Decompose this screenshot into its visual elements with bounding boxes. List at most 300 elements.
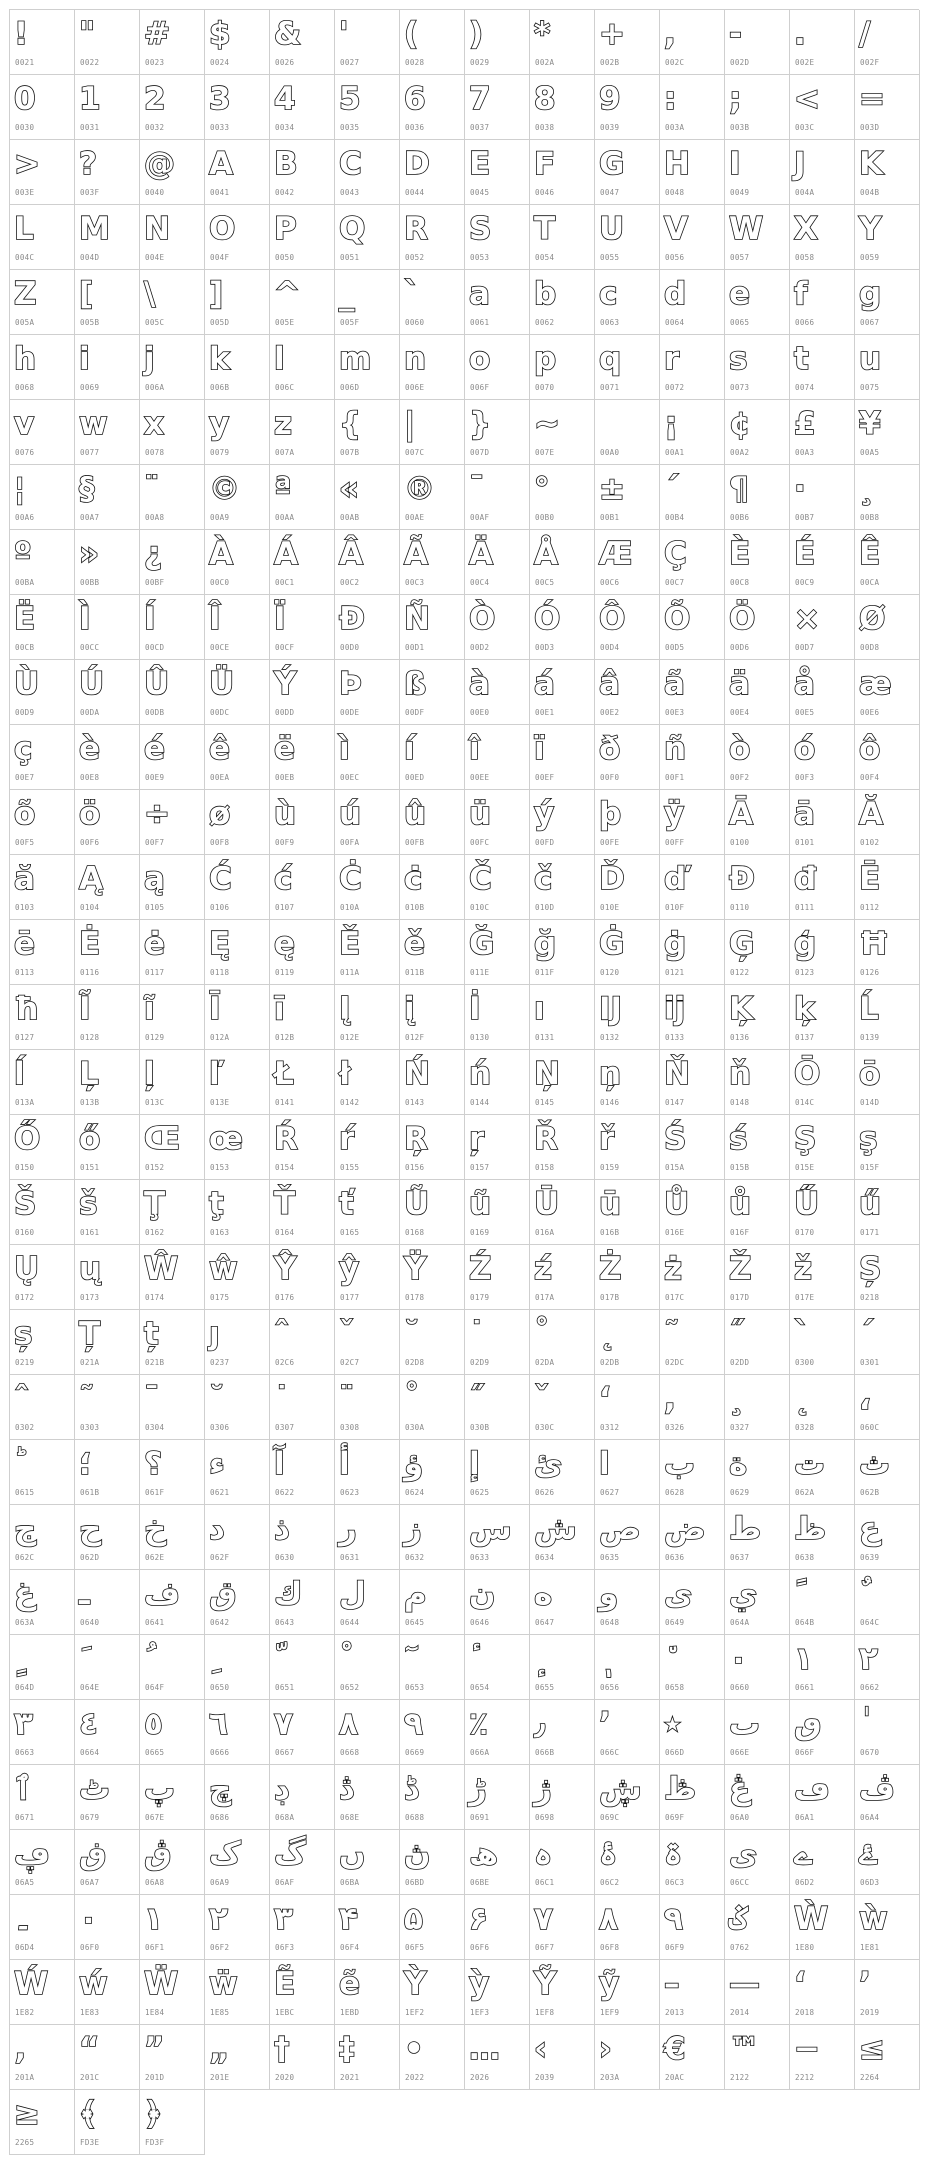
glyph-codepoint: 067E — [145, 1813, 165, 1822]
glyph-codepoint: 004C — [15, 253, 35, 262]
glyph-cell — [205, 1700, 270, 1765]
glyph-codepoint: 061B — [80, 1488, 100, 1497]
glyph-cell — [530, 1180, 595, 1245]
glyph-sample: Ď — [599, 861, 625, 897]
glyph-codepoint: 0150 — [15, 1163, 35, 1172]
glyph-cell — [660, 335, 725, 400]
glyph-codepoint: 00BF — [145, 578, 165, 587]
glyph-codepoint: 00FA — [340, 838, 360, 847]
glyph-sample: l — [274, 341, 285, 377]
glyph-codepoint: 1E80 — [795, 1943, 815, 1952]
glyph-sample: S — [469, 211, 492, 247]
glyph-cell — [400, 1375, 465, 1440]
glyph-codepoint: 0103 — [15, 903, 35, 912]
glyph-sample: Û — [144, 666, 170, 702]
glyph-codepoint: 00EC — [340, 773, 360, 782]
glyph-sample: ¿ — [144, 536, 162, 572]
glyph-sample: − — [794, 2031, 820, 2067]
glyph-sample: × — [794, 601, 820, 637]
glyph-codepoint: 1EF9 — [600, 2008, 620, 2017]
glyph-sample: í — [404, 731, 415, 767]
glyph-codepoint: 013E — [210, 1098, 230, 1107]
glyph-sample: á — [534, 666, 555, 702]
glyph-cell — [790, 1245, 855, 1310]
glyph-sample: À — [209, 536, 233, 572]
glyph-cell — [465, 10, 530, 75]
glyph-codepoint: 0126 — [860, 968, 880, 977]
glyph-codepoint: 0328 — [795, 1423, 815, 1432]
glyph-codepoint: 002D — [730, 58, 750, 67]
glyph-cell — [595, 1375, 660, 1440]
glyph-codepoint: 0037 — [470, 123, 490, 132]
glyph-codepoint: 00D1 — [405, 643, 425, 652]
glyph-cell — [530, 205, 595, 270]
glyph-codepoint: 00EE — [470, 773, 490, 782]
glyph-sample: ! — [14, 16, 29, 52]
glyph-codepoint: 0667 — [275, 1748, 295, 1757]
glyph-cell — [335, 1765, 400, 1830]
glyph-cell — [790, 1830, 855, 1895]
glyph-codepoint: 0036 — [405, 123, 425, 132]
glyph-sample: › — [599, 2031, 612, 2067]
glyph-cell — [465, 75, 530, 140]
glyph-codepoint: 00E3 — [665, 708, 685, 717]
glyph-codepoint: 0066 — [795, 318, 815, 327]
glyph-codepoint: 00BA — [15, 578, 35, 587]
glyph-codepoint: 068E — [340, 1813, 360, 1822]
glyph-cell — [595, 1895, 660, 1960]
glyph-sample: ˝ — [729, 1316, 745, 1352]
glyph-cell — [595, 1245, 660, 1310]
glyph-cell — [270, 1375, 335, 1440]
glyph-cell — [855, 1050, 920, 1115]
glyph-cell — [400, 205, 465, 270]
glyph-sample: } — [469, 406, 492, 442]
glyph-codepoint: 2018 — [795, 2008, 815, 2017]
glyph-codepoint: 00AF — [470, 513, 490, 522]
glyph-codepoint: 0112 — [860, 903, 880, 912]
glyph-cell — [75, 1700, 140, 1765]
glyph-sample: ﴿ — [144, 2096, 163, 2132]
glyph-codepoint: 0120 — [600, 968, 620, 977]
glyph-sample: د — [209, 1511, 225, 1547]
glyph-codepoint: 1EF8 — [535, 2008, 555, 2017]
glyph-codepoint: 00C7 — [665, 578, 685, 587]
glyph-cell — [595, 1960, 660, 2025]
glyph-cell — [335, 1960, 400, 2025]
glyph-sample: ۔ — [14, 1901, 33, 1937]
glyph-cell — [465, 2025, 530, 2090]
glyph-codepoint: 02D8 — [405, 1358, 425, 1367]
glyph-sample: 7 — [469, 81, 491, 117]
glyph-sample: ٫ — [534, 1706, 546, 1742]
glyph-codepoint: 016B — [600, 1228, 620, 1237]
glyph-sample: Ä — [469, 536, 493, 572]
glyph-codepoint: 0304 — [145, 1423, 165, 1432]
glyph-cell — [335, 1700, 400, 1765]
glyph-cell — [140, 1700, 205, 1765]
glyph-codepoint: 00F1 — [665, 773, 685, 782]
glyph-cell — [660, 1635, 725, 1700]
glyph-sample: º — [14, 536, 32, 572]
glyph-codepoint: 0059 — [860, 253, 880, 262]
glyph-codepoint: 0679 — [80, 1813, 100, 1822]
glyph-cell — [400, 595, 465, 660]
glyph-codepoint: 1E85 — [210, 2008, 230, 2017]
glyph-cell — [790, 1700, 855, 1765]
glyph-cell — [660, 1895, 725, 1960]
glyph-sample: ˝ — [469, 1381, 485, 1417]
glyph-sample: Ô — [599, 601, 626, 637]
glyph-codepoint: 0056 — [665, 253, 685, 262]
glyph-codepoint: 00C0 — [210, 578, 230, 587]
glyph-cell — [530, 465, 595, 530]
glyph-cell — [10, 1115, 75, 1180]
glyph-sample: ī — [274, 991, 285, 1027]
glyph-cell — [270, 75, 335, 140]
glyph-codepoint: 0122 — [730, 968, 750, 977]
glyph-sample: N — [144, 211, 170, 247]
glyph-sample: d — [664, 276, 687, 312]
glyph-sample: Í — [144, 601, 156, 637]
glyph-sample: Æ — [599, 536, 633, 572]
glyph-codepoint: 0155 — [340, 1163, 360, 1172]
glyph-sample: Ů — [664, 1186, 690, 1222]
glyph-cell — [10, 335, 75, 400]
glyph-cell — [75, 10, 140, 75]
glyph-codepoint: 017A — [535, 1293, 555, 1302]
glyph-cell — [725, 1440, 790, 1505]
glyph-codepoint: 2264 — [860, 2073, 880, 2082]
glyph-sample: ų — [79, 1251, 102, 1287]
glyph-sample: , — [664, 1381, 676, 1417]
glyph-sample: ݢ — [729, 1901, 748, 1937]
glyph-sample: î — [469, 731, 480, 767]
glyph-cell — [725, 660, 790, 725]
glyph-sample: Ò — [469, 601, 496, 637]
glyph-cell — [75, 465, 140, 530]
glyph-cell — [465, 1115, 530, 1180]
glyph-cell — [400, 660, 465, 725]
glyph-cell — [595, 1115, 660, 1180]
glyph-cell — [205, 1310, 270, 1375]
glyph-sample: ȷ — [209, 1316, 220, 1352]
glyph-sample: ع — [859, 1511, 881, 1547]
glyph-codepoint: 0650 — [210, 1683, 230, 1692]
glyph-cell — [790, 660, 855, 725]
glyph-cell — [790, 1895, 855, 1960]
glyph-sample: ô — [859, 731, 881, 767]
glyph-sample: $ — [209, 16, 231, 52]
glyph-codepoint: 2020 — [275, 2073, 295, 2082]
glyph-codepoint: 00E5 — [795, 708, 815, 717]
glyph-sample: ó — [794, 731, 816, 767]
glyph-sample: â — [599, 666, 620, 702]
glyph-codepoint: 0660 — [730, 1683, 750, 1692]
glyph-codepoint: 013B — [80, 1098, 100, 1107]
glyph-codepoint: 069C — [600, 1813, 620, 1822]
glyph-sample: ˛ — [794, 1381, 810, 1417]
glyph-sample: ¡ — [664, 406, 679, 442]
glyph-codepoint: 062F — [210, 1553, 230, 1562]
glyph-codepoint: 0648 — [600, 1618, 620, 1627]
glyph-cell — [725, 1505, 790, 1570]
glyph-cell — [530, 1570, 595, 1635]
glyph-cell — [270, 1050, 335, 1115]
glyph-sample: ¥ — [859, 406, 881, 442]
glyph-sample: ر — [339, 1511, 357, 1547]
glyph-codepoint: 0069 — [80, 383, 100, 392]
glyph-codepoint: 006E — [405, 383, 425, 392]
glyph-codepoint: 02DA — [535, 1358, 555, 1367]
glyph-sample: ˆ — [274, 1316, 290, 1352]
glyph-sample: Å — [534, 536, 558, 572]
glyph-cell — [335, 985, 400, 1050]
glyph-sample: ˛ — [599, 1316, 615, 1352]
glyph-codepoint: 00DE — [340, 708, 360, 717]
glyph-codepoint: 0632 — [405, 1553, 425, 1562]
glyph-cell — [530, 270, 595, 335]
glyph-codepoint: 0655 — [535, 1683, 555, 1692]
glyph-codepoint: 0026 — [275, 58, 295, 67]
glyph-sample: ٩ — [404, 1706, 423, 1742]
glyph-sample: ˆ — [14, 1381, 30, 1417]
glyph-codepoint: 0055 — [600, 253, 620, 262]
glyph-cell — [140, 2090, 205, 2155]
glyph-codepoint: 0666 — [210, 1748, 230, 1757]
glyph-codepoint: 00B8 — [860, 513, 880, 522]
glyph-cell — [790, 1115, 855, 1180]
glyph-cell — [790, 270, 855, 335]
glyph-cell — [335, 660, 400, 725]
glyph-sample: ’ — [859, 1966, 871, 2002]
glyph-codepoint: 003D — [860, 123, 880, 132]
glyph-cell — [205, 1830, 270, 1895]
glyph-sample: > — [14, 146, 40, 182]
glyph-sample: w — [79, 406, 108, 442]
glyph-codepoint: 0691 — [470, 1813, 490, 1822]
glyph-cell — [270, 595, 335, 660]
glyph-cell — [75, 985, 140, 1050]
glyph-sample: و — [599, 1576, 619, 1612]
glyph-cell — [10, 465, 75, 530]
glyph-cell — [400, 1895, 465, 1960]
glyph-codepoint: 003E — [15, 188, 35, 197]
glyph-codepoint: 0668 — [340, 1748, 360, 1757]
glyph-codepoint: 00CE — [210, 643, 230, 652]
glyph-sample: ≥ — [14, 2096, 40, 2132]
glyph-sample: ز — [404, 1511, 422, 1547]
glyph-cell — [465, 400, 530, 465]
glyph-sample: ١ — [794, 1641, 813, 1677]
glyph-sample: W — [729, 211, 764, 247]
glyph-codepoint: 0634 — [535, 1553, 555, 1562]
glyph-sample: | — [404, 406, 416, 442]
glyph-sample: ů — [729, 1186, 752, 1222]
glyph-codepoint: 0064 — [665, 318, 685, 327]
glyph-sample: … — [469, 2031, 500, 2067]
glyph-codepoint: 0308 — [340, 1423, 360, 1432]
glyph-codepoint: 0047 — [600, 188, 620, 197]
glyph-sample: ن — [469, 1576, 496, 1612]
glyph-cell — [335, 1115, 400, 1180]
glyph-sample: ř — [599, 1121, 615, 1157]
glyph-sample: Ā — [729, 796, 753, 832]
glyph-codepoint: 030B — [470, 1423, 490, 1432]
glyph-cell — [530, 140, 595, 205]
glyph-codepoint: 0615 — [15, 1488, 35, 1497]
glyph-codepoint: 0647 — [535, 1618, 555, 1627]
glyph-sample: Ő — [14, 1121, 41, 1157]
glyph-cell — [140, 595, 205, 660]
glyph-codepoint: 00D9 — [15, 708, 35, 717]
glyph-cell — [10, 530, 75, 595]
glyph-sample: ķ — [794, 991, 815, 1027]
glyph-codepoint: 021A — [80, 1358, 100, 1367]
glyph-cell — [270, 1115, 335, 1180]
glyph-sample: ص — [599, 1511, 641, 1547]
glyph-cell — [725, 270, 790, 335]
glyph-sample: è — [79, 731, 101, 767]
glyph-cell — [10, 1765, 75, 1830]
glyph-sample: Ŕ — [274, 1121, 298, 1157]
glyph-codepoint: 0631 — [340, 1553, 360, 1562]
glyph-cell — [855, 1440, 920, 1505]
glyph-cell — [75, 1765, 140, 1830]
glyph-cell — [725, 595, 790, 660]
glyph-codepoint: 00EF — [535, 773, 555, 782]
glyph-sample: é — [144, 731, 166, 767]
glyph-cell — [595, 530, 660, 595]
glyph-codepoint: 1E84 — [145, 2008, 165, 2017]
glyph-sample: ã — [664, 666, 685, 702]
glyph-codepoint: 005B — [80, 318, 100, 327]
glyph-sample: ه — [534, 1576, 553, 1612]
glyph-codepoint: 0218 — [860, 1293, 880, 1302]
glyph-codepoint: 0051 — [340, 253, 360, 262]
glyph-codepoint: 0643 — [275, 1618, 295, 1627]
glyph-codepoint: 003F — [80, 188, 100, 197]
glyph-codepoint: 0077 — [80, 448, 100, 457]
glyph-cell — [595, 400, 660, 465]
glyph-cell — [335, 1895, 400, 1960]
glyph-sample: F — [534, 146, 556, 182]
glyph-codepoint: 0169 — [470, 1228, 490, 1237]
glyph-cell — [270, 205, 335, 270]
glyph-cell — [725, 140, 790, 205]
glyph-cell — [335, 855, 400, 920]
glyph-cell — [205, 1180, 270, 1245]
glyph-codepoint: 0176 — [275, 1293, 295, 1302]
glyph-sample: Ẅ — [144, 1966, 179, 2002]
glyph-cell — [530, 1895, 595, 1960]
glyph-codepoint: 00D6 — [730, 643, 750, 652]
glyph-codepoint: 02DB — [600, 1358, 620, 1367]
glyph-sample: Ț — [79, 1316, 101, 1352]
glyph-codepoint: 0178 — [405, 1293, 425, 1302]
glyph-codepoint: 0142 — [340, 1098, 360, 1107]
glyph-codepoint: 0133 — [665, 1033, 685, 1042]
glyph-sample: c — [599, 276, 618, 312]
glyph-codepoint: 0041 — [210, 188, 230, 197]
glyph-cell — [140, 1830, 205, 1895]
glyph-sample: y — [209, 406, 230, 442]
glyph-codepoint: 0179 — [470, 1293, 490, 1302]
glyph-sample: ٬ — [599, 1706, 611, 1742]
glyph-cell — [270, 10, 335, 75]
glyph-cell — [335, 270, 400, 335]
glyph-codepoint: 0640 — [80, 1618, 100, 1627]
glyph-sample: ș — [14, 1316, 33, 1352]
glyph-sample: ę — [274, 926, 296, 962]
glyph-cell — [725, 335, 790, 400]
glyph-codepoint: 0688 — [405, 1813, 425, 1822]
glyph-cell — [660, 790, 725, 855]
glyph-sample: [ — [79, 276, 94, 312]
glyph-cell — [140, 1245, 205, 1310]
glyph-sample: J — [794, 146, 806, 182]
glyph-sample: † — [274, 2031, 290, 2067]
glyph-cell — [595, 205, 660, 270]
glyph-codepoint: 0073 — [730, 383, 750, 392]
glyph-codepoint: 064A — [730, 1618, 750, 1627]
glyph-sample: ë — [274, 731, 296, 767]
glyph-cell — [140, 10, 205, 75]
glyph-codepoint: 00C6 — [600, 578, 620, 587]
glyph-sample: Ų — [14, 1251, 40, 1287]
glyph-codepoint: 062C — [15, 1553, 35, 1562]
glyph-cell — [140, 140, 205, 205]
glyph-cell — [725, 790, 790, 855]
glyph-cell — [205, 335, 270, 400]
glyph-sample: ڤ — [859, 1771, 896, 1807]
glyph-cell — [790, 1440, 855, 1505]
glyph-cell — [465, 1505, 530, 1570]
glyph-codepoint: 2014 — [730, 2008, 750, 2017]
glyph-codepoint: 0306 — [210, 1423, 230, 1432]
glyph-sample: , — [664, 16, 676, 52]
glyph-sample: ı — [534, 991, 545, 1027]
glyph-codepoint: 00FE — [600, 838, 620, 847]
glyph-sample: Ÿ — [404, 1251, 427, 1287]
glyph-codepoint: 0644 — [340, 1618, 360, 1627]
glyph-codepoint: 005F — [340, 318, 360, 327]
glyph-cell — [530, 1960, 595, 2025]
glyph-codepoint: 017C — [665, 1293, 685, 1302]
glyph-codepoint: 0143 — [405, 1098, 425, 1107]
glyph-cell — [400, 1180, 465, 1245]
glyph-cell — [140, 985, 205, 1050]
glyph-sample: ٮ — [729, 1706, 761, 1742]
glyph-cell — [270, 1245, 335, 1310]
glyph-cell — [270, 920, 335, 985]
glyph-codepoint: 0300 — [795, 1358, 815, 1367]
glyph-codepoint: 0669 — [405, 1748, 425, 1757]
glyph-codepoint: 0653 — [405, 1683, 425, 1692]
glyph-cell — [530, 855, 595, 920]
glyph-sample: ľ — [209, 1056, 224, 1092]
glyph-cell — [595, 660, 660, 725]
glyph-cell — [75, 205, 140, 270]
glyph-sample: I — [729, 146, 741, 182]
glyph-cell — [400, 1115, 465, 1180]
glyph-sample: z — [274, 406, 293, 442]
glyph-cell — [790, 1375, 855, 1440]
glyph-sample: à — [469, 666, 490, 702]
glyph-cell — [10, 205, 75, 270]
glyph-cell — [530, 725, 595, 790]
glyph-sample: Ø — [859, 601, 886, 637]
